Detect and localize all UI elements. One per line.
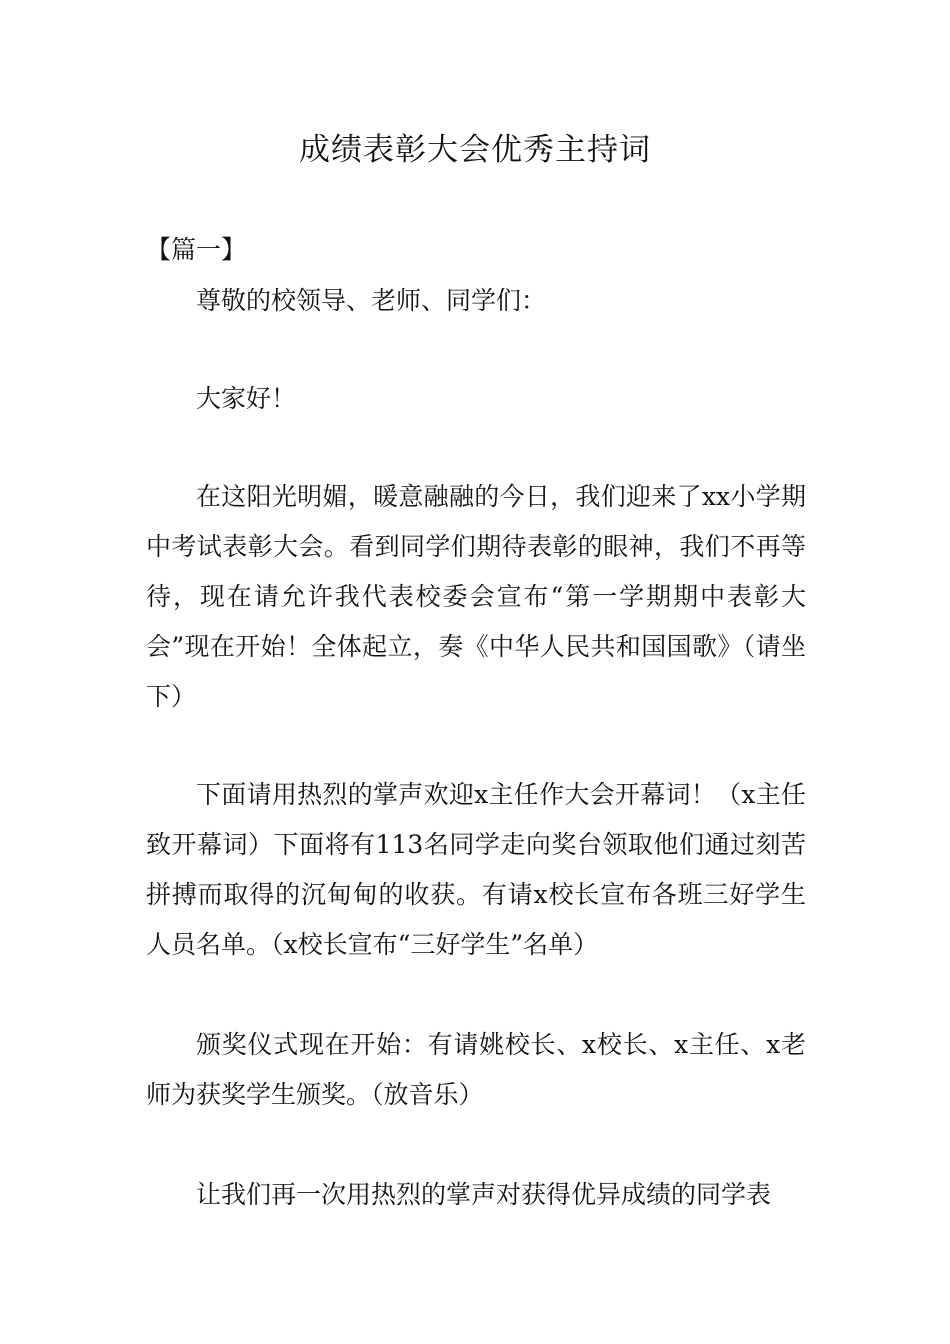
section-label: 【篇一】 <box>146 235 247 264</box>
paragraph-greeting: 尊敬的校领导、老师、同学们： <box>196 286 547 315</box>
paragraph-applause: 让我们再一次用热烈的掌声对获得优异成绩的同学表 <box>196 1180 772 1209</box>
paragraph-speech: 下面请用热烈的掌声欢迎x主任作大会开幕词！（x主任致开幕词）下面将有113名同学走向奖台领取他们通过刻苦拼搏而取得的沉甸甸的收获。有请x校长宣布各班三好学生人员名单。（x校长宣布“三好学生”名单） <box>146 780 806 959</box>
paragraph-hello: 大家好！ <box>196 384 297 413</box>
paragraph-opening: 在这阳光明媚，暖意融融的今日，我们迎来了xx小学期中考试表彰大会。看到同学们期待表彰的眼神，我们不再等待，现在请允许我代表校委会宣布“第一学期期中表彰大会”现在开始！全体起立，奏《中华人民共和国国歌》（请坐下） <box>146 482 806 711</box>
document-title: 成绩表彰大会优秀主持词 <box>299 132 651 168</box>
paragraph-award-ceremony: 颁奖仪式现在开始：有请姚校长、x校长、x主任、x老师为获奖学生颁奖。（放音乐） <box>146 1030 806 1109</box>
